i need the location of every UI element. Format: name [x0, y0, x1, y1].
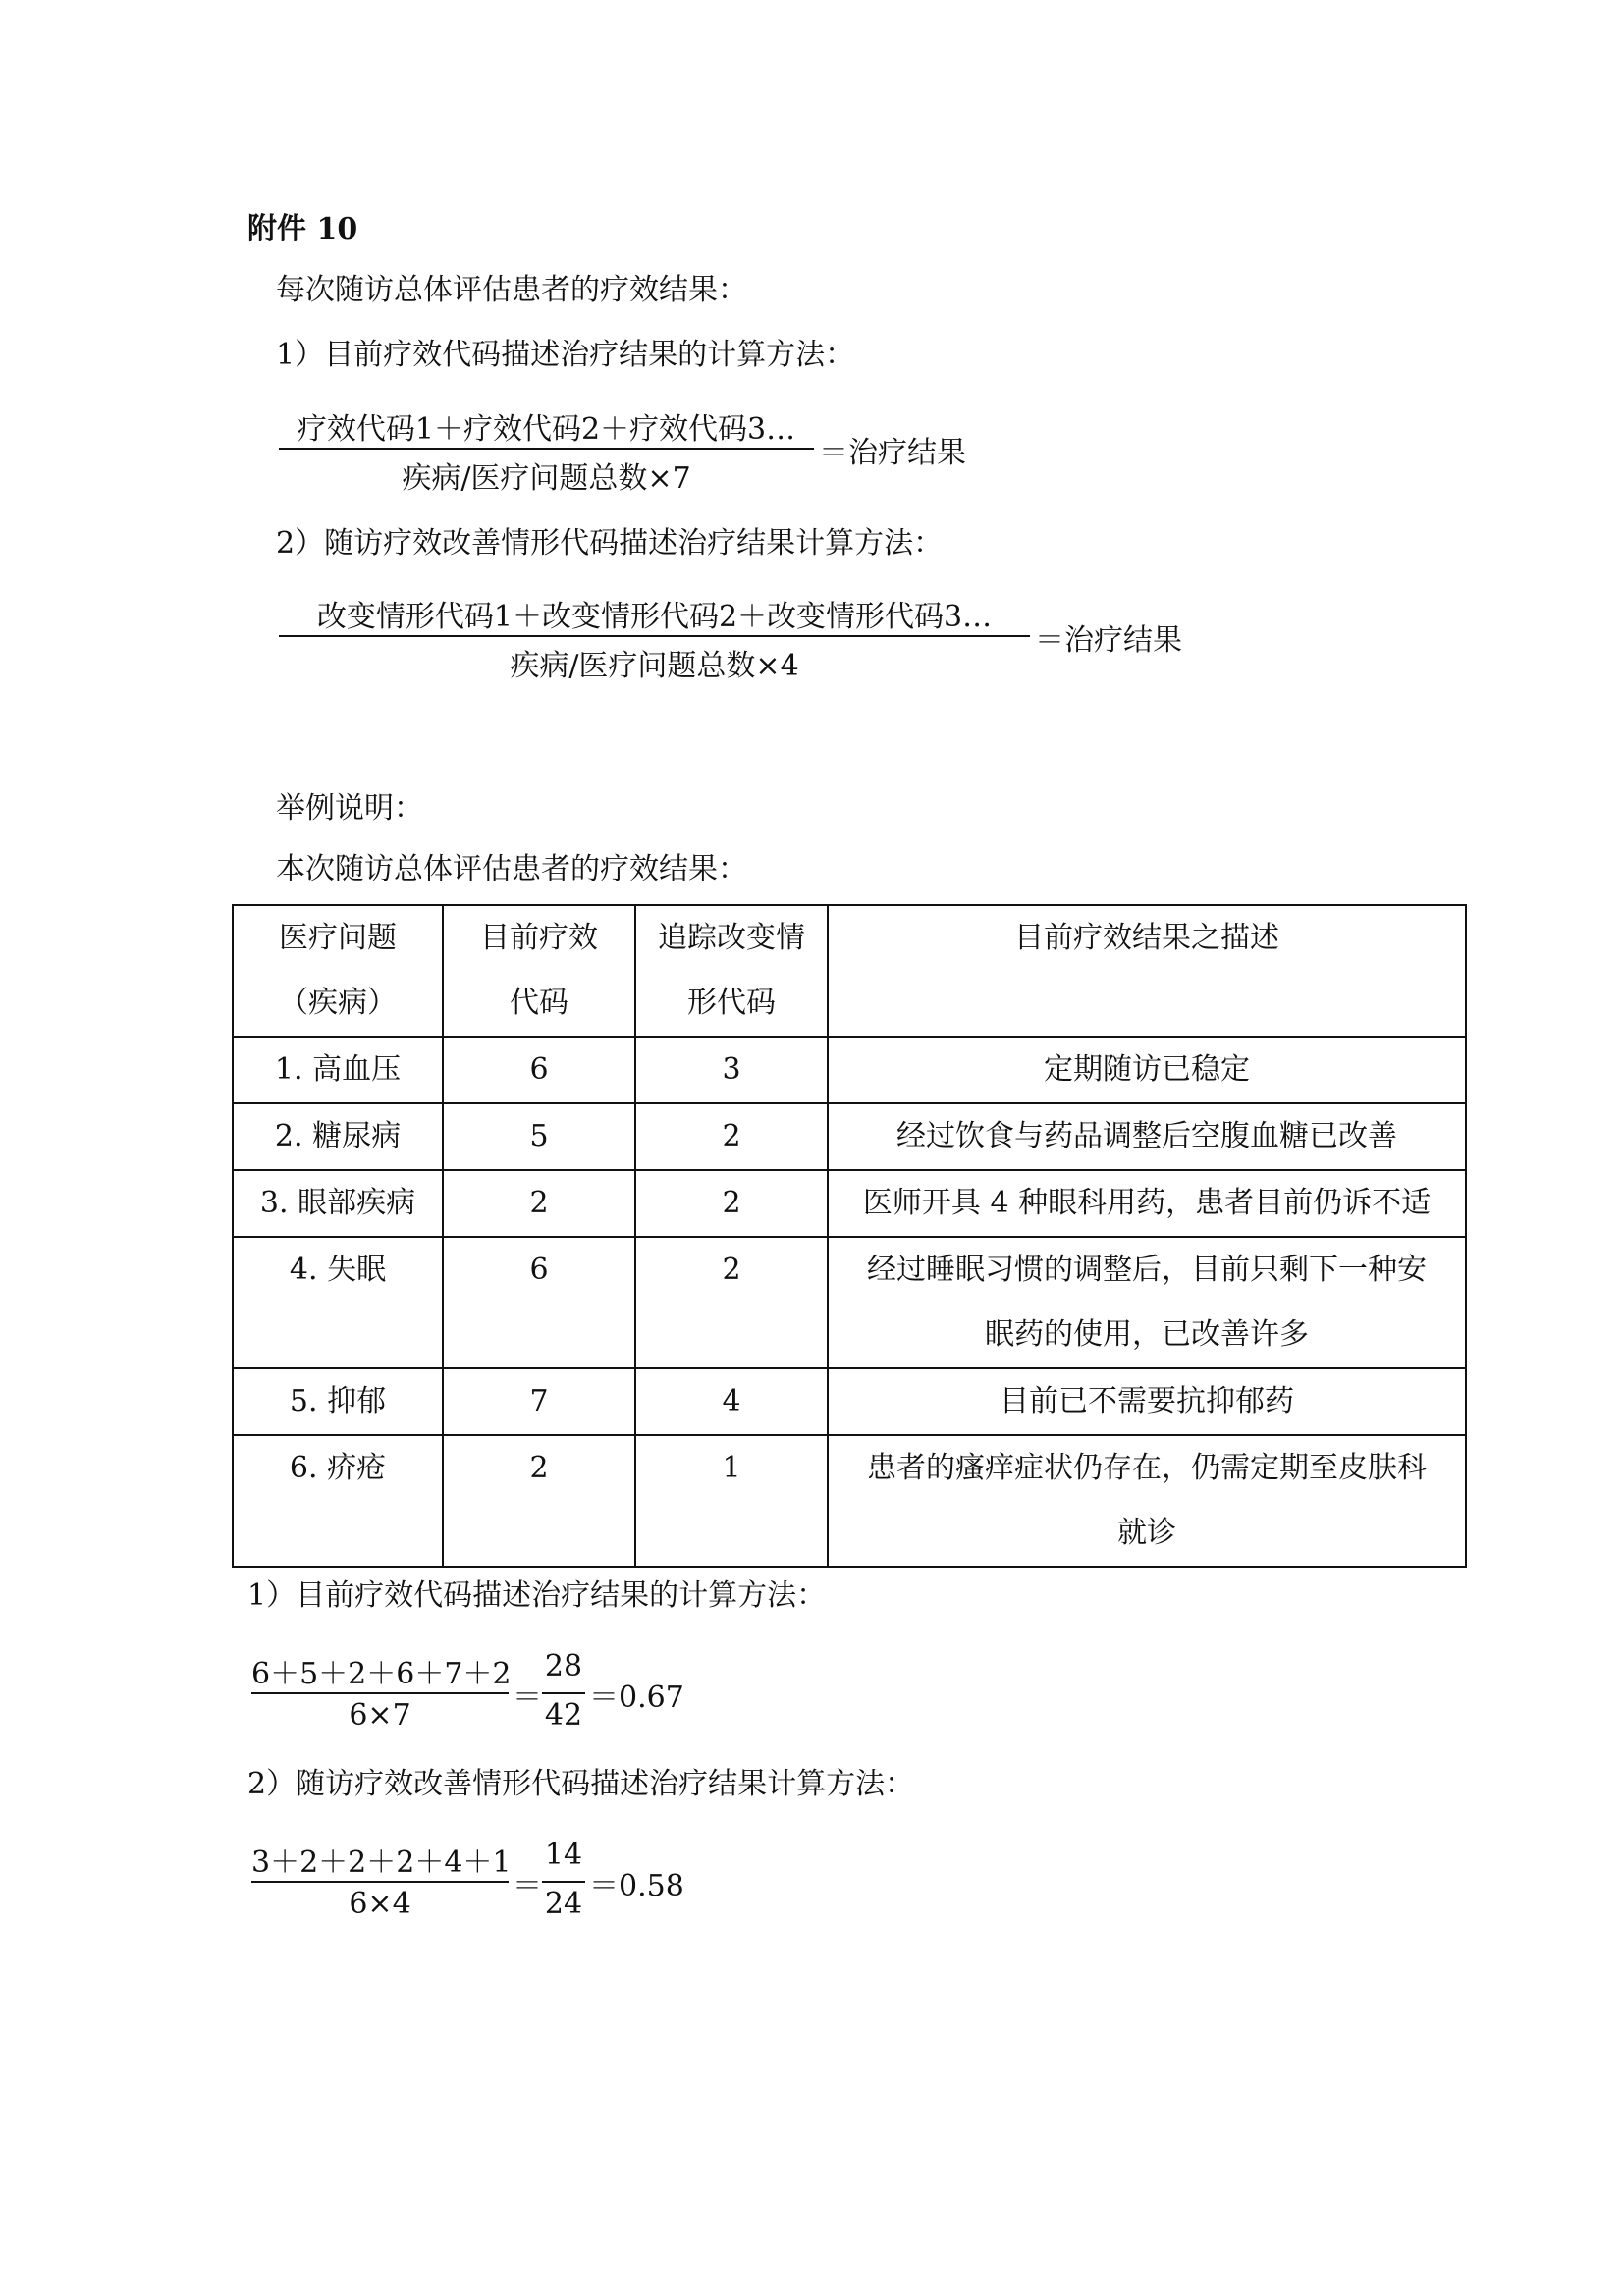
calc1-heading: 1）目前疗效代码描述治疗结果的计算方法： — [247, 1578, 827, 1613]
cell-change-code — [635, 1037, 828, 1103]
header-current-code-line1: 目前疗效 — [480, 921, 598, 955]
cell-description-line: 就诊 — [1117, 1516, 1176, 1550]
cell-current-code — [443, 1103, 635, 1170]
calc1-equals: ＝ — [513, 1681, 542, 1715]
header-description-text: 目前疗效结果之描述 — [1014, 921, 1279, 955]
calc1-result: ＝0.67 — [589, 1681, 684, 1715]
cell-change-code — [635, 1170, 828, 1237]
table-body — [233, 1037, 1466, 1567]
calc2-heading: 2）随访疗效改善情形代码描述治疗结果计算方法： — [247, 1767, 915, 1801]
calc1-denominator: 6×7 — [349, 1698, 411, 1733]
table-header-row — [233, 905, 1466, 1037]
cell-change-code — [635, 1103, 828, 1170]
cell-change-code-text: 2 — [722, 1253, 741, 1287]
calc2-simplified-bar — [542, 1881, 585, 1883]
cell-current-code-text: 6 — [529, 1052, 549, 1087]
table-row — [233, 1170, 1466, 1237]
calc2-formula — [251, 1838, 742, 1936]
cell-problem-text: 1. 高血压 — [274, 1052, 402, 1087]
cell-problem — [233, 1037, 443, 1103]
table-row — [233, 1037, 1466, 1103]
cell-change-code — [635, 1237, 828, 1368]
cell-description-line: 定期随访已稳定 — [1044, 1052, 1250, 1087]
formula2-denominator: 疾病/医疗问题总数×4 — [510, 649, 799, 683]
cell-change-code — [635, 1368, 828, 1435]
calc1-simplified-bar — [542, 1692, 585, 1694]
formula2-numerator: 改变情形代码1＋改变情形代码2＋改变情形代码3… — [316, 600, 993, 634]
example-heading: 举例说明： — [276, 791, 423, 826]
cell-description — [828, 1368, 1466, 1435]
header-current-code — [443, 905, 635, 1037]
cell-current-code-text: 2 — [529, 1186, 549, 1220]
cell-description-line: 患者的瘙痒症状仍存在，仍需定期至皮肤科 — [867, 1451, 1427, 1485]
cell-description-line: 经过睡眠习惯的调整后，目前只剩下一种安 — [867, 1253, 1427, 1287]
cell-problem — [233, 1368, 443, 1435]
calc2-equals: ＝ — [513, 1869, 542, 1903]
cell-description — [828, 1435, 1466, 1567]
calc2-fraction-bar — [251, 1881, 509, 1883]
cell-description — [828, 1170, 1466, 1237]
cell-change-code-text: 2 — [722, 1119, 741, 1153]
cell-problem-text: 6. 疥疮 — [289, 1451, 387, 1485]
cell-change-code-text: 4 — [722, 1384, 741, 1418]
header-problem-line1: 医疗问题 — [279, 921, 397, 955]
formula2 — [279, 592, 1221, 690]
cell-problem-text: 4. 失眠 — [289, 1253, 387, 1287]
cell-description-line: 医师开具 4 种眼科用药，患者目前仍诉不适 — [862, 1186, 1432, 1220]
cell-description — [828, 1037, 1466, 1103]
cell-problem — [233, 1103, 443, 1170]
formula1-denominator: 疾病/医疗问题总数×7 — [402, 461, 691, 496]
header-change-code-line2: 形代码 — [687, 986, 776, 1020]
cell-problem — [233, 1170, 443, 1237]
formula2-fraction-bar — [279, 635, 1030, 637]
formula2-result: ＝治疗结果 — [1035, 623, 1182, 658]
calc1-simplified-numerator: 28 — [544, 1649, 583, 1683]
cell-current-code-text: 5 — [529, 1119, 549, 1153]
cell-description-line: 经过饮食与药品调整后空腹血糖已改善 — [896, 1119, 1397, 1153]
cell-current-code — [443, 1435, 635, 1567]
example-intro: 本次随访总体评估患者的疗效结果： — [276, 852, 747, 886]
cell-description-line: 眠药的使用，已改善许多 — [985, 1317, 1309, 1352]
cell-description — [828, 1103, 1466, 1170]
method2-heading: 2）随访疗效改善情形代码描述治疗结果计算方法： — [276, 526, 944, 561]
cell-description — [828, 1237, 1466, 1368]
formula1-fraction-bar — [279, 448, 814, 450]
cell-problem — [233, 1435, 443, 1567]
cell-current-code-text: 7 — [529, 1384, 549, 1418]
header-current-code-line2: 代码 — [510, 986, 568, 1020]
cell-change-code — [635, 1435, 828, 1567]
cell-problem-text: 2. 糖尿病 — [274, 1119, 402, 1153]
header-change-code-line1: 追踪改变情 — [658, 921, 805, 955]
cell-current-code-text: 6 — [529, 1253, 549, 1287]
cell-current-code-text: 2 — [529, 1451, 549, 1485]
attachment-title: 附件 10 — [247, 212, 358, 246]
calc2-simplified-numerator: 14 — [544, 1838, 583, 1872]
calc2-numerator: 3＋2＋2＋2＋4＋1 — [251, 1845, 512, 1880]
cell-change-code-text: 2 — [722, 1186, 741, 1220]
efficacy-table — [232, 904, 1467, 1568]
cell-current-code — [443, 1170, 635, 1237]
cell-current-code — [443, 1368, 635, 1435]
table-row — [233, 1368, 1466, 1435]
table-row — [233, 1237, 1466, 1368]
cell-change-code-text: 3 — [722, 1052, 741, 1087]
cell-problem — [233, 1237, 443, 1368]
calc1-numerator: 6＋5＋2＋6＋7＋2 — [251, 1657, 512, 1691]
method1-heading: 1）目前疗效代码描述治疗结果的计算方法： — [276, 338, 855, 372]
header-problem-line2: （疾病） — [279, 986, 397, 1020]
calc1-simplified-denominator: 42 — [544, 1698, 583, 1733]
formula1-result: ＝治疗结果 — [819, 436, 966, 470]
calc2-simplified-denominator: 24 — [544, 1887, 583, 1921]
cell-current-code — [443, 1037, 635, 1103]
calc1-formula — [251, 1649, 742, 1747]
cell-current-code — [443, 1237, 635, 1368]
header-change-code — [635, 905, 828, 1037]
table-row — [233, 1435, 1466, 1567]
formula1-numerator: 疗效代码1＋疗效代码2＋疗效代码3… — [297, 412, 796, 447]
table-row — [233, 1103, 1466, 1170]
calc1-fraction-bar — [251, 1692, 509, 1694]
header-description — [828, 905, 1466, 1037]
formula1 — [279, 404, 1025, 503]
cell-change-code-text: 1 — [722, 1451, 741, 1485]
header-problem — [233, 905, 443, 1037]
intro-text: 每次随访总体评估患者的疗效结果： — [276, 273, 747, 307]
calc2-result: ＝0.58 — [589, 1869, 684, 1903]
cell-description-line: 目前已不需要抗抑郁药 — [1000, 1384, 1294, 1418]
calc2-denominator: 6×4 — [349, 1887, 411, 1921]
cell-problem-text: 3. 眼部疾病 — [259, 1186, 416, 1220]
cell-problem-text: 5. 抑郁 — [289, 1384, 387, 1418]
